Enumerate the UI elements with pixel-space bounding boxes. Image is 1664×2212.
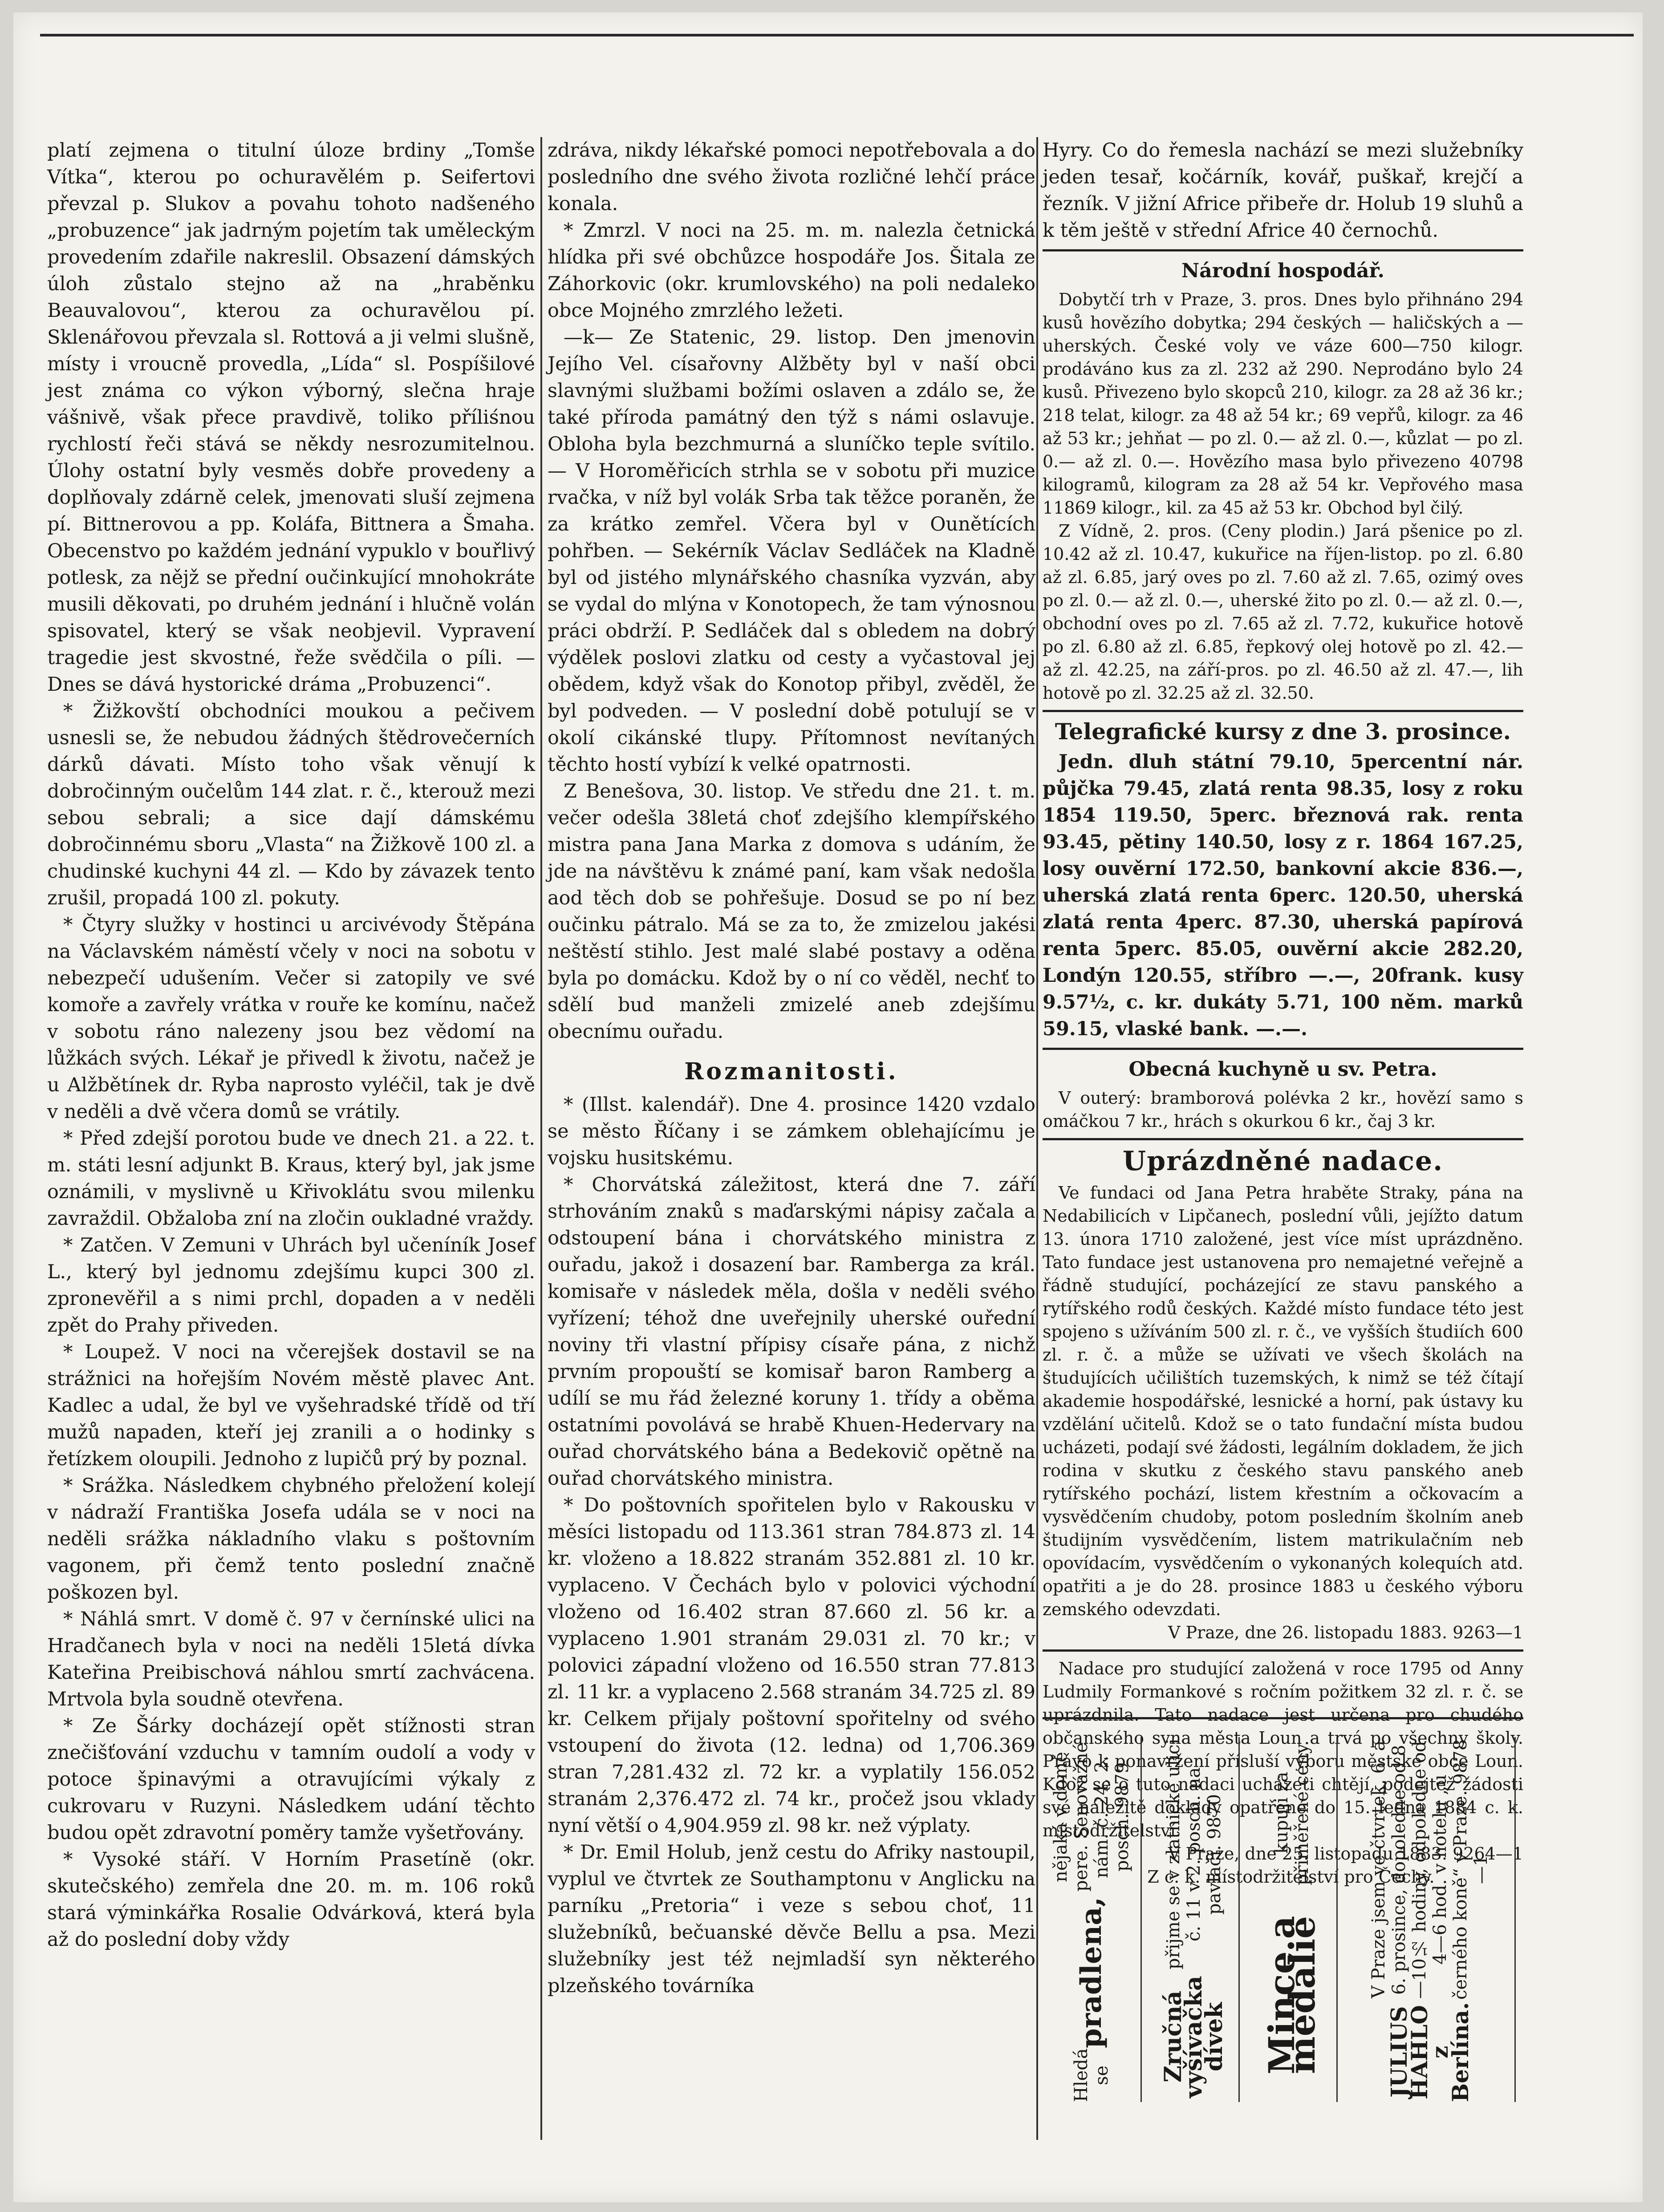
divider (1043, 710, 1523, 712)
telegraph-report: Jedn. dluh státní 79.10, 5percentní nár. půjčka 79.45, zlatá renta 98.35, losy z roku 1854 119.50, 5perc. březnová rak. renta 93.45, pětiny 140.50, losy z r. 1864 167.25, losy ouvěrní 172.50, bankovní akcie 836.—, uherská zlatá renta 6perc. 120.50, uherská zlatá renta 4perc. 87.30, uherská papírová renta 5perc. 85.05, ouvěrní akcie 282.20, Londýn 120.55, stříbro —.—, 20frank. kusy 9.57½, c. kr. dukáty 5.71, 100 něm. marků 59.15, vlaské bank. —.—. (1043, 751, 1523, 1040)
article-paragraph: * Srážka. Následkem chybného přeložení kolejí v nádraží Františka Josefa udála se v noci na neděli srážka nákladního vlaku s poštovním vagonem, při čemž tento poslední značně poškozen byl. (47, 1475, 535, 1604)
notice-authority: Z c. k. místodržitelství pro Čechy. (1147, 1867, 1435, 1887)
article-paragraph: * Vysoké stáří. V Horním Prasetíně (okr. skutečského) zemřela dne 20. m. m. 106 roků stará výminkářka Rosalie Odvárková, která byla až do poslední doby vždy (47, 1848, 535, 1951)
foundation-notice: Nadace pro studující založená v roce 1795 od Anny Ludmily Formankové s ročním požitkem 32 zl. r. č. se uprázdnila. Tato nadace jest určena pro chudého občanského syna města Loun a trvá po všechny školy. Právo k ponavržení přísluší výboru městské obce Loun. Kdož se o tuto nadaci ucházeti chtějí, podejtež žádosti své náležitě doklady opatřené do 15. ledna 1884 c. k. místodržitelství. (1043, 1659, 1523, 1840)
top-rule (40, 34, 1634, 36)
column-1 (47, 137, 535, 2149)
article-paragraph: * Chorvátská záležitost, která dne 7. září strhováním znaků s maďarskými nápisy začala a odstoupení bána i chorvátského ministra z ouřadu, jakož i dosazení bar. Ramberga za král. komisaře v následek měla, došla v neděli svého vyřízení; téhož dne uveřejnily uherské ouřední noviny tři vlastní přípisy císaře pána, z nichž prvním propouští se komisař baron Ramberg a udílí se mu řád železné koruny 1. třídy a oběma ostatními povolává se hrabě Khuen-Hedervary na ouřad chorvátského bána a Bedekovič opětně na ouřad chorvátského ministra. (548, 1174, 1035, 1490)
ad-body: nějaká v domě pere. Senovážné nám. č. 24, 2. posch. 9879 (1051, 1742, 1132, 1892)
divider (1043, 1138, 1523, 1140)
article-paragraph: * Do poštovních spořitelen bylo v Rakousku v měsíci listopadu od 113.361 stran 784.873 zl. 14 kr. vloženo a 18.822 stranám 352.881 zl. 10 kr. vyplaceno. V Čechách bylo v polovici východní vloženo od 16.402 stran 87.660 zl. 56 kr. a vyplaceno 1.901 stranám 29.031 zl. 70 kr.; v polovici západní vloženo od 16.550 stran 77.813 zl. 11 kr. a vyplaceno 2.568 stranám 34.725 zl. 89 kr. Celkem přijaly poštovní spořitelny od svého vstoupení do života (12. ledna) od 1,706.369 stran 7,281.432 zl. 72 kr. a vyplatily 156.052 stranám 2,376.472 zl. 74 kr., pročež jsou vklady nyní větší o 4,904.959 zl. 98 kr. než výplaty. (548, 1494, 1035, 1837)
foundation-notice: Ve fundaci od Jana Petra hraběte Straky, pána na Nedabilicích v Lipčanech, poslední vůli, jejížto datum 13. února 1710 založené, jest více míst uprázdněno. Tato fundace jest ustanovena pro nemajetné veřejně a řádně studující, pocházející ze stavu panského a rytířského rodů českých. Každé místo fundace této jest spojeno s užíváním 500 zl. r. č., ve vyšších študiích 600 zl. r. č. a může se užívati ve všech školách na študujících učilištích tuzemských, k nimž se též čítají akademie hospodářské, lesnické a horní, pak ústavy ku vzdělání učitelů. Kdož se o tato fundační místa budou ucházeti, podají své žádosti, legálním dokladem, že jich rodina v skutku z českého stavu panského aneb rytířského pochází, listem křestním a očkovacím a vysvědčením chudoby, potom posledním školním aneb študijním vysvědčením, listem matrikulačním neb opovídacím, vysvědčením o vykonaných kolequích atd. opatřiti a je do 28. prosince 1883 u českého výboru zemského odevzdati. (1043, 1183, 1523, 1619)
ad-body: V Praze jsem ve čtvrtek, 6. a 6. prosince, dopoledne od 8—10½ hodiny, odpoledne od 4—6 hod. v hotelu „u černého koně“ v Praze. 9878—1 (1368, 1739, 1491, 2000)
kitchen-menu: V outerý: bramborová polévka 2 kr., hovězí samo s omáčkou 7 kr., hrách s okurkou 6 kr., čaj 3 kr. (1043, 1088, 1523, 1131)
notice-signature: V Praze, dne 25. listopadu 1883. 9264—1 (1168, 1844, 1523, 1864)
article-paragraph: * Žižkovští obchodníci moukou a pečivem usnesli se, že nebudou žádných štědrovečerních dárků dávati. Místo toho však věnují k dobročinným oučelům 144 zlat. r. č., kterouž mezi sebou sebrali; a sice dají dámskému dobročinnému sboru „Vlasta“ na Žižkově 100 zl. a chudinské kuchyni 44 zl. — Kdo by závazek tento zrušil, propadá 100 zl. pokuty. (47, 700, 535, 909)
ad-seamstress (1043, 1737, 1142, 2102)
divider (1043, 1649, 1523, 1652)
ad-body: kupuji za přiměřené ceny. (1271, 1740, 1312, 1885)
vienna-report: Z Vídně, 2. pros. (Ceny plodin.) Jará pšenice po zl. 10.42 až zl. 10.47, kukuřice na říjen-listop. po zl. 6.80 až zl. 6.85, jarý oves po zl. 7.60 až zl. 7.65, ozimý oves po zl. 0.— až zl. 0.—, uherské žito po zl. 0.— až zl. 0.—, obchodní oves po zl. 7.65 až zl. 7.72, kukuřice hotově po zl. 6.80 až zl. 6.85, řepkový olej hotově po zl. 42.— až zl. 42.25, na září-pros. po zl. 46.50 až zl. 47.—, lih hotově po zl. 32.25 až zl. 32.50. (1043, 521, 1523, 703)
market-report: Dobytčí trh v Praze, 3. pros. Dnes bylo přihnáno 294 kusů hovězího dobytka; 294 českých — haličských a — uherských. České voly ve váze 600—750 kilogr. prodáváno kus za zl. 232 až 290. Neprodáno bylo 24 kusů. Přivezeno bylo skopců 210, kilogr. za 28 až 36 kr.; 218 telat, kilogr. za 48 až 54 kr.; 69 vepřů, kilogr. za 46 až 53 kr.; jehňat — po zl. 0.— až zl. 0.—, kůzlat — po zl. 0.— až zl. 0.—. Hovězího masa bylo přivezeno 40798 kilogramů, kilogram za 28 až 54 kr. Vepřového masa 11869 kilogr., kil. za 45 až 53 kr. Obchod byl čilý. (1043, 290, 1523, 518)
ad-embroiderer (1149, 1737, 1240, 2102)
article-paragraph: —k— Ze Statenic, 29. listop. Den jmenovin Jejího Vel. císařovny Alžběty byl v naší obci slavnými službami božími oslaven a zdálo se, že také příroda památný den týž s námi oslavuje. Obloha byla bezchmurná a sluníčko teple svítilo. — V Horoměřicích strhla se v sobotu při muzice rvačka, v níž byl volák Srba tak těžce poraněn, že za krátko zemřel. Včera byl v Ounětících pohřben. — Sekérník Václav Sedláček na Kladně byl od jistého mlynářského chasníka vyzván, aby se vydal do mlýna v Konotopech, že tam výnosnou práci obdrží. P. Sedláček dal s obledem na dobrý výdělek poslovi zlatku od cesty a vyčastoval jej obědem, když však do Konotop přibyl, zvěděl, že byl podveden. — V poslední době potulují se v okolí cikánské tlupy. Přítomnost nevítaných těchto hostí vybízí k velké opatrnosti. (548, 326, 1035, 776)
section-title: Obecná kuchyně u sv. Petra. (1128, 1058, 1437, 1081)
column-divider (540, 137, 542, 2140)
advertisements (1043, 1717, 1523, 2111)
section-title: Uprázdněné nadace. (1122, 1146, 1444, 1177)
article-paragraph: * Ze Šárky docházejí opět stížnosti stran znečišťování vzduchu v tamním oudolí a vody v potoce špinavými a otravujícími výkaly z cukrovaru v Ruzyni. Následkem udání těchto budou opět zdravotní poměry tamže vyšetřovány. (47, 1715, 535, 1844)
section-title: Národní hospodář. (1181, 259, 1384, 282)
ad-big: Mince a medalie (1261, 1916, 1323, 2075)
ad-hahlo (1345, 1737, 1516, 2102)
divider (1043, 1048, 1523, 1050)
article-paragraph: platí zejmena o titulní úloze brdiny „Tomše Vítka“, kterou po ochuravělém p. Seifertovi převzal p. Slukov a povahu tohoto nadšeného „probuzence“ jak jadrným pojetím tak uměleckým provedením zdařile nakreslil. Obsazení dámských úloh zůstalo stejno až na „hraběnku Beauvalovou“, kterou za ochuravělou pí. Sklenářovou převzala sl. Rottová a ji velmi slušně, místy i vroucně provedla, „Lída“ sl. Pospíšilové jest známa co výkon výborný, slečna hraje vášnivě, však přece pravdivě, toliko příliśnou rychlostí řeči stává se někdy nesrozumitelnou. Úlohy ostatní byly vesměs dobře provedeny a doplňovaly zdárně celek, jmenovati sluší zejmena pí. Bittnerovou a pp. Koláfa, Bittnera a Šmaha. Obecenstvo po každém jednání vypuklo v bouřlivý potlesk, za nějž se přední oučinkující mnohokráte musili děkovati, po druhém jednání i hlučně volán spisovatel, který se však neobjevil. Vypravení tragedie jest skvostné, řeže svědčila o píli. — Dnes se dává hystorické dráma „Probuzenci“. (47, 139, 535, 696)
section-title: Rozmanitosti. (684, 1058, 899, 1085)
article-paragraph: * Dr. Emil Holub, jenž cestu do Afriky nastoupil, vyplul ve čtvrtek ze Southamptonu v Anglicku na parníku „Pretoria“ i veze s sebou choť, 11 služebníků, bečuanské děvče Bellu a psa. Mezi služebníky jest též nejmladší syn některého plzeňského továrníka (548, 1841, 1035, 1997)
column-divider (1036, 137, 1038, 2140)
article-paragraph: * Zmrzl. V noci na 25. m. m. nalezla četnická hlídka při své obchůzce hospodáře Jos. Šitala ze Záhorkovic (okr. krumlovského) na poli nedaleko obce Mojného zmrzlého ležeti. (548, 219, 1035, 322)
ad-head: Hledá se (1071, 2048, 1112, 2102)
article-paragraph: * Čtyry služky v hostinci u arcivévody Štěpána na Václavském náměstí včely v noci na sobotu v nebezpečí udušením. Večer si zatopily ve své komoře a zavřely vrátka v rouře ke komínu, načež v sobotu ráno nalezeny jsou bez vědomí na lůžkách svých. Lékař je přivedl k životu, načež je u Alžbětínek dr. Ryba naprosto vyléčil, tak je dvě v neděli a dvě včera domů se vrátily. (47, 914, 535, 1123)
ad-coins (1247, 1737, 1338, 2102)
article-paragraph: Z Benešova, 30. listop. Ve středu dne 21. t. m. večer odešla 38letá choť zdejšího klempířského mistra pana Jana Marka z domova s udáním, že jde na návštěvu k známé paní, kam však nedošla aod těch dob se pohřešuje. Dosud se po ní bez oučinku pátralo. Má se za to, že zmizelou jakési neštěstí stihlo. Jest malé slabé postavy a oděna byla po domácku. Kdož by o ní co věděl, nechť to sdělí bud manželi zmizelé aneb zdejšímu obecnímu ouřadu. (548, 780, 1035, 1043)
notice-signature: V Praze, dne 26. listopadu 1883. 9263—1 (1168, 1623, 1523, 1642)
article-paragraph: zdráva, nikdy lékařské pomoci nepotřebovala a do posledního dne svého života rozličné lehčí práce konala. (548, 139, 1035, 215)
newspaper-page (13, 12, 1643, 2202)
article-paragraph: * Náhlá smrt. V domě č. 97 v černínské ulici na Hradčanech byla v noci na neděli 15letá dívka Kateřina Preibischová náhlou smrtí zachvácena. Mrtvola byla soudně otevřena. (47, 1608, 535, 1710)
article-text: Hyry. Co do řemesla nachází se mezi služebníky jeden tesař, kočárník, kovář, puškař, krejčí a řezník. V jižní Africe přibeře dr. Holub 19 sluhů a k těm ještě v střední Africe 40 černochů. (1043, 139, 1523, 242)
article-paragraph: * (Illst. kalendář). Dne 4. prosince 1420 vzdalo se město Říčany i se zámkem oblehajícímu je vojsku husitskému. (548, 1094, 1035, 1169)
ad-head: Zručná vyšívačka dívek (1160, 1975, 1228, 2098)
article-paragraph: * Zatčen. V Zemuni v Uhrách byl učeníník Josef L., který byl jednomu zdejšímu kupci 300 zl. zpronevěřil a s nimi prchl, dopaden a v neděli zpět do Prahy přiveden. (47, 1234, 535, 1337)
ad-body: přijme se v zlatnické ulici č. 11 v 2. posch. na pavlači. 9870 (1163, 1739, 1225, 1970)
column-2 (548, 137, 1035, 2149)
article-paragraph: * Loupež. V noci na včerejšek dostavil se na strážnici na hořejším Novém městě plavec Ant. Kadlec a udal, že byl ve vyšehradské třídě od tří mužů napaden, kteří jej zranili a o hodinky s řetízkem oloupili. Jednoho z lupičů prý by poznal. (47, 1341, 535, 1470)
divider (1043, 249, 1523, 251)
ad-big: pradlena, (1075, 1897, 1108, 2049)
ad-head: JULIUS HAHLO z Berlína. (1386, 2002, 1473, 2102)
article-paragraph: * Před zdejší porotou bude ve dnech 21. a 22. t. m. státi lesní adjunkt B. Kraus, který byl, jak jsme oznámili, v myslivně u Křivoklátu svou milenku zavraždil. Obžaloba zní na zločin oukladné vraždy. (47, 1127, 535, 1230)
section-title: Telegrafické kursy z dne 3. prosince. (1055, 718, 1511, 745)
